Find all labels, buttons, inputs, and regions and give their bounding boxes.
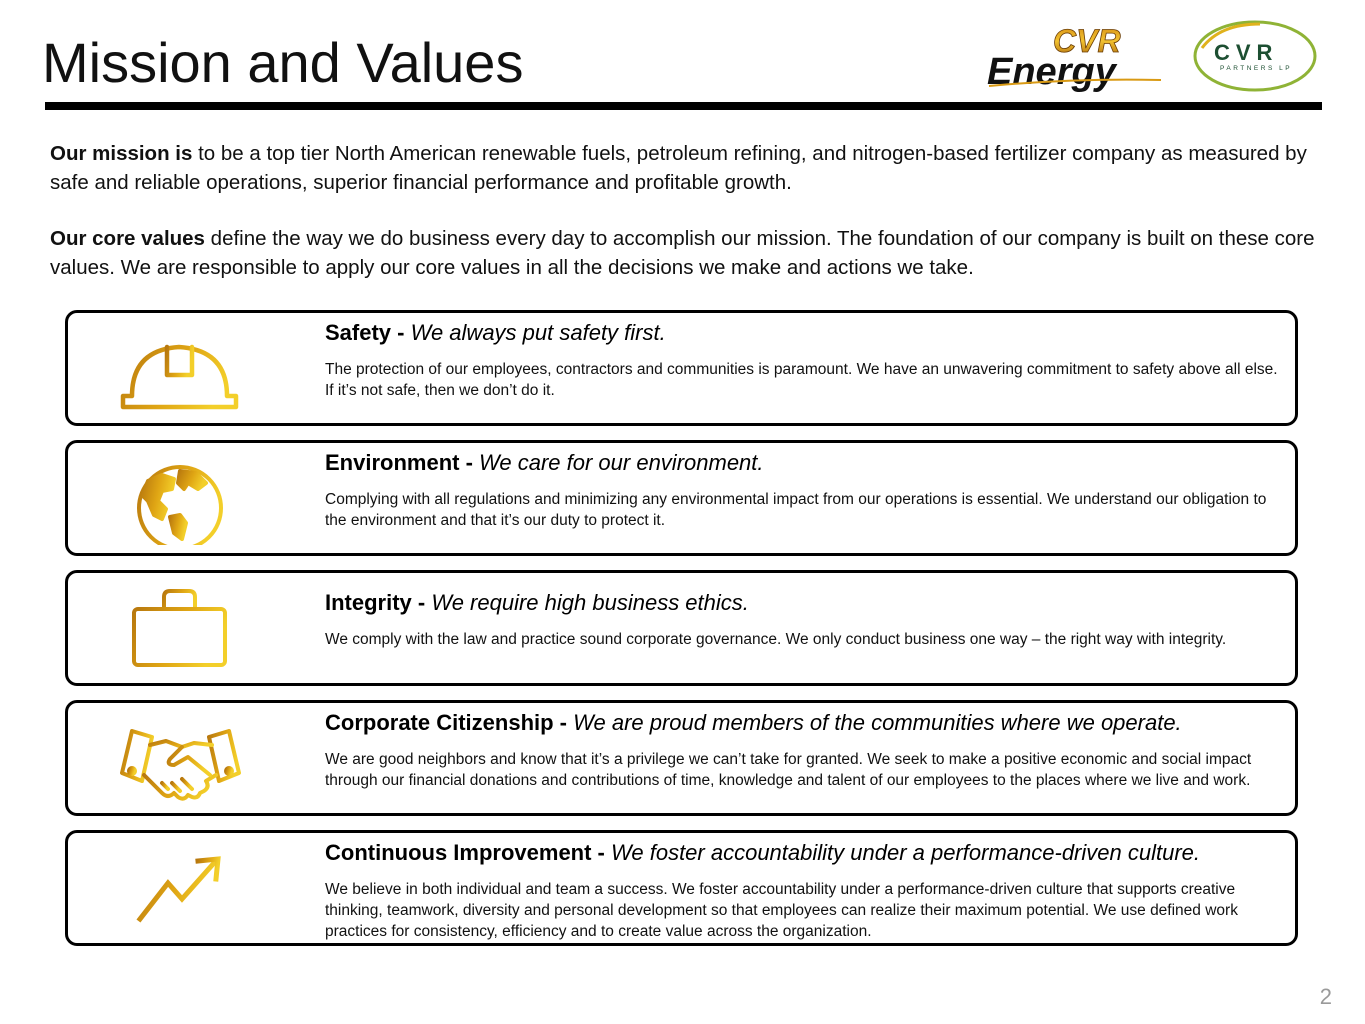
hard-hat-icon: [118, 323, 243, 415]
value-heading: Continuous Improvement - We foster accountability under a performance-driven culture.: [325, 840, 1200, 865]
page-number: 2: [1319, 984, 1332, 1009]
page-title: Mission and Values: [42, 31, 524, 94]
value-heading: Corporate Citizenship - We are proud members of the communities where we operate.: [325, 710, 1182, 735]
value-card-integrity: [65, 570, 1298, 686]
core-values-intro: [50, 224, 1320, 282]
value-card-corporate-citizenship: [65, 700, 1298, 816]
mission-statement: [50, 139, 1320, 197]
value-heading: Integrity - We require high business ethics.: [325, 590, 749, 615]
svg-text:PARTNERS LP: PARTNERS LP: [1220, 65, 1293, 72]
value-description: We are good neighbors and know that it’s a privilege we can’t take for granted. We seek to make a positive economic and social impact through our financial donations and contributions of time, knowledge and talent of our employees to the places where we live and work.: [325, 751, 1252, 789]
value-card-continuous-improvement: [65, 830, 1298, 946]
title-rule: [45, 102, 1322, 110]
svg-text:Energy: Energy: [987, 51, 1116, 92]
mission-lead: Our mission is: [50, 142, 193, 165]
mission-text: to be a top tier North American renewable fuels, petroleum refining, and nitrogen-based fertilizer company as measured by safe and reliable operations, superior financial performance and profitable growth.: [50, 142, 1307, 194]
core-values-text: define the way we do business every day to accomplish our mission. The foundation of our company is built on these core values. We are responsible to apply our core values in all the decisions we make and actions we take.: [50, 227, 1315, 279]
growth-chart-icon: [118, 843, 243, 935]
value-description: Complying with all regulations and minimizing any environmental impact from our operations is essential. We understand our obligation to the environment and that it’s our duty to protect it.: [325, 491, 1267, 529]
value-description: The protection of our employees, contractors and communities is paramount. We have an unwavering commitment to safety above all else. If it’s not safe, then we don’t do it.: [325, 361, 1278, 399]
value-heading: Environment - We care for our environment.: [325, 450, 764, 475]
value-description: We comply with the law and practice sound corporate governance. We only conduct business one way – the right way with integrity.: [325, 631, 1227, 648]
cvr-energy-logo: [985, 22, 1165, 92]
core-values-lead: Our core values: [50, 227, 205, 250]
svg-text:CVR: CVR: [1214, 40, 1279, 65]
handshake-icon: [118, 713, 243, 805]
cvr-partners-logo: [1190, 18, 1320, 94]
globe-icon: [118, 453, 243, 545]
value-card-safety: [65, 310, 1298, 426]
svg-text:CVR: CVR: [1053, 23, 1121, 59]
briefcase-icon: [118, 583, 243, 675]
value-heading: Safety - We always put safety first.: [325, 320, 666, 345]
value-card-environment: [65, 440, 1298, 556]
value-description: We believe in both individual and team a success. We foster accountability under a performance-driven culture that supports creative thinking, teamwork, diversity and personal development so that employees can realize their maximum potential. We use defined work practices for consistency, efficiency and to create value across the organization.: [325, 881, 1238, 940]
